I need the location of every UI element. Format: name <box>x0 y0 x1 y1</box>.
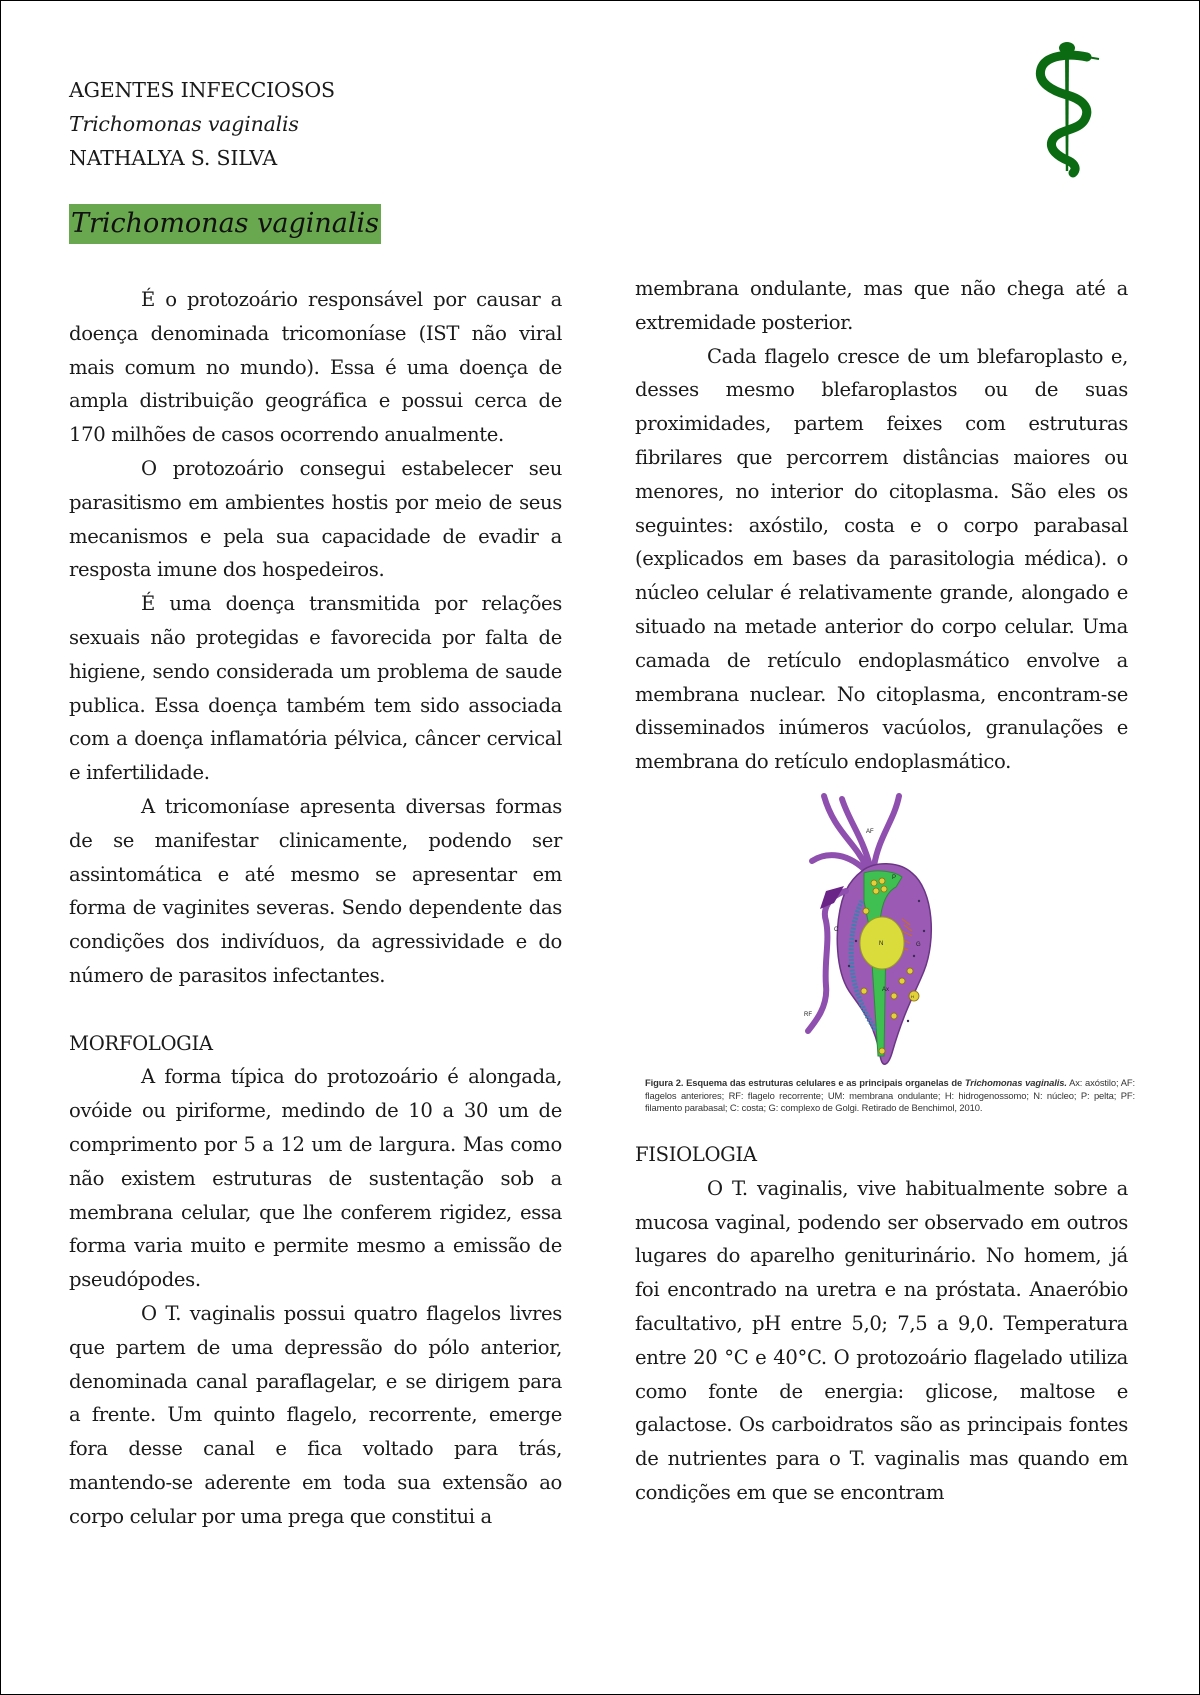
left-column <box>69 283 562 1533</box>
label-n: N <box>879 941 884 947</box>
subject-title: Trichomonas vaginalis <box>69 112 299 136</box>
section-heading-morfologia: MORFOLOGIA <box>69 1031 213 1055</box>
label-g: G <box>916 942 921 948</box>
label-ax: Ax <box>882 987 890 993</box>
caption-species: Trichomonas vaginalis. <box>964 1077 1067 1088</box>
paragraph-flagella-continued: membrana ondulante, mas que não chega até a extremidade posterior. <box>635 277 1128 334</box>
document-header <box>69 73 335 175</box>
label-p: P <box>892 875 897 881</box>
paragraph-morphology-shape: A forma típica do protozoário é alongada, ovóide ou piriforme, medindo de 10 a 30 um de comprimento por 5 a 12 um de largura. Mas como não existem estruturas de sustentação sob a membrana celular, que lhe conferem rigidez, essa forma varia muito e permite mesmo a emissão de pseudópodes. <box>69 1065 562 1292</box>
caption-legend: Ax: axóstilo; AF: flagelos anteriores; RF: flagelo recorrente; UM: membrana ondulante; H: hidrogenossomo; N: núcleo; P: pelta; PF: filamento parabasal; C: costa; G: complexo de Golgi. Retirado de Benchimol, 2010. <box>645 1077 1136 1113</box>
caption-title: Figura 2. Esquema das estruturas celulares e as principais organelas de <box>645 1077 965 1088</box>
right-column <box>635 272 1128 779</box>
paragraph-blepharoplast: Cada flagelo cresce de um blefaroplasto e, desses mesmo blefaroplastos ou de suas proximidades, partem feixes com estruturas fibrilares que percorrem distâncias maiores ou menores, no interior do citoplasma. São eles os seguintes: axóstilo, costa e o corpo parabasal (explicados em bases da parasitologia médica). o núcleo celular é relativamente grande, alongado e situado na metade anterior do corpo celular. Uma camada de retículo endoplasmático envolve a membrana nuclear. No citoplasma, encontram-se disseminados inúmeros vacúolos, granulações e membrana do retículo endoplasmático. <box>635 344 1128 774</box>
rod-of-asclepius-icon <box>1029 39 1109 179</box>
paragraph-morphology-flagella: O T. vaginalis possui quatro flagelos livres que partem de uma depressão do pólo anterior, denominada canal paraflagelar, e se dirigem para a frente. Um quinto flagelo, recorrente, emerge fora desse canal e fica voltado para trás, mantendo-se aderente em toda sua extensão ao corpo celular por uma prega que constitui a <box>69 1301 562 1528</box>
course-title: AGENTES INFECCIOSOS <box>69 78 335 102</box>
label-h: H <box>911 994 914 999</box>
trichomonas-cell-illustration <box>804 791 954 1073</box>
paragraph-clinical: A tricomoníase apresenta diversas formas de se manifestar clinicamente, podendo ser assintomática e até mesmo se apresentar em forma de vaginites severas. Sendo dependente das condições dos indivíduos, da agressividade e do número de parasitos infectantes. <box>69 794 562 987</box>
label-rf: RF <box>804 1012 812 1018</box>
figure-trichomonas-diagram <box>639 791 1135 1121</box>
label-c: C <box>834 927 839 933</box>
main-title-highlight: Trichomonas vaginalis <box>69 204 381 244</box>
paragraph-parasitism: O protozoário consegui estabelecer seu parasitismo em ambientes hostis por meio de seus mecanismos e pela sua capacidade de evadir a resposta imune dos hospedeiros. <box>69 456 562 582</box>
author-name: NATHALYA S. SILVA <box>69 146 278 170</box>
paragraph-intro: É o protozoário responsável por causar a doença denominada tricomoníase (IST não viral mais comum no mundo). Essa é uma doença de ampla distribuição geográfica e possui cerca de 170 milhões de casos ocorrendo anualmente. <box>69 288 562 447</box>
right-column-lower <box>635 1138 1128 1510</box>
figure-caption <box>645 1077 1135 1115</box>
section-heading-fisiologia: FISIOLOGIA <box>635 1143 757 1166</box>
paragraph-physiology: O T. vaginalis, vive habitualmente sobre a mucosa vaginal, podendo ser observado em outros lugares do aparelho geniturinário. No homem, já foi encontrado na uretra e na próstata. Anaeróbio facultativo, pH entre 5,0; 7,5 a 9,0. Temperatura entre 20 °C e 40°C. O protozoário flagelado utiliza como fonte de energia: glicose, maltose e galactose. Os carboidratos são as principais fontes de nutrientes para o T. vaginalis mas quando em condições em que se encontram <box>635 1176 1128 1504</box>
label-af: AF <box>866 829 874 835</box>
anterior-flagella <box>812 796 899 869</box>
paragraph-transmission: É uma doença transmitida por relações sexuais não protegidas e favorecida por falta de higiene, sendo considerada um problema de saude publica. Essa doença também tem sido associada com a doença inflamatória pélvica, câncer cervical e infertilidade. <box>69 592 562 785</box>
